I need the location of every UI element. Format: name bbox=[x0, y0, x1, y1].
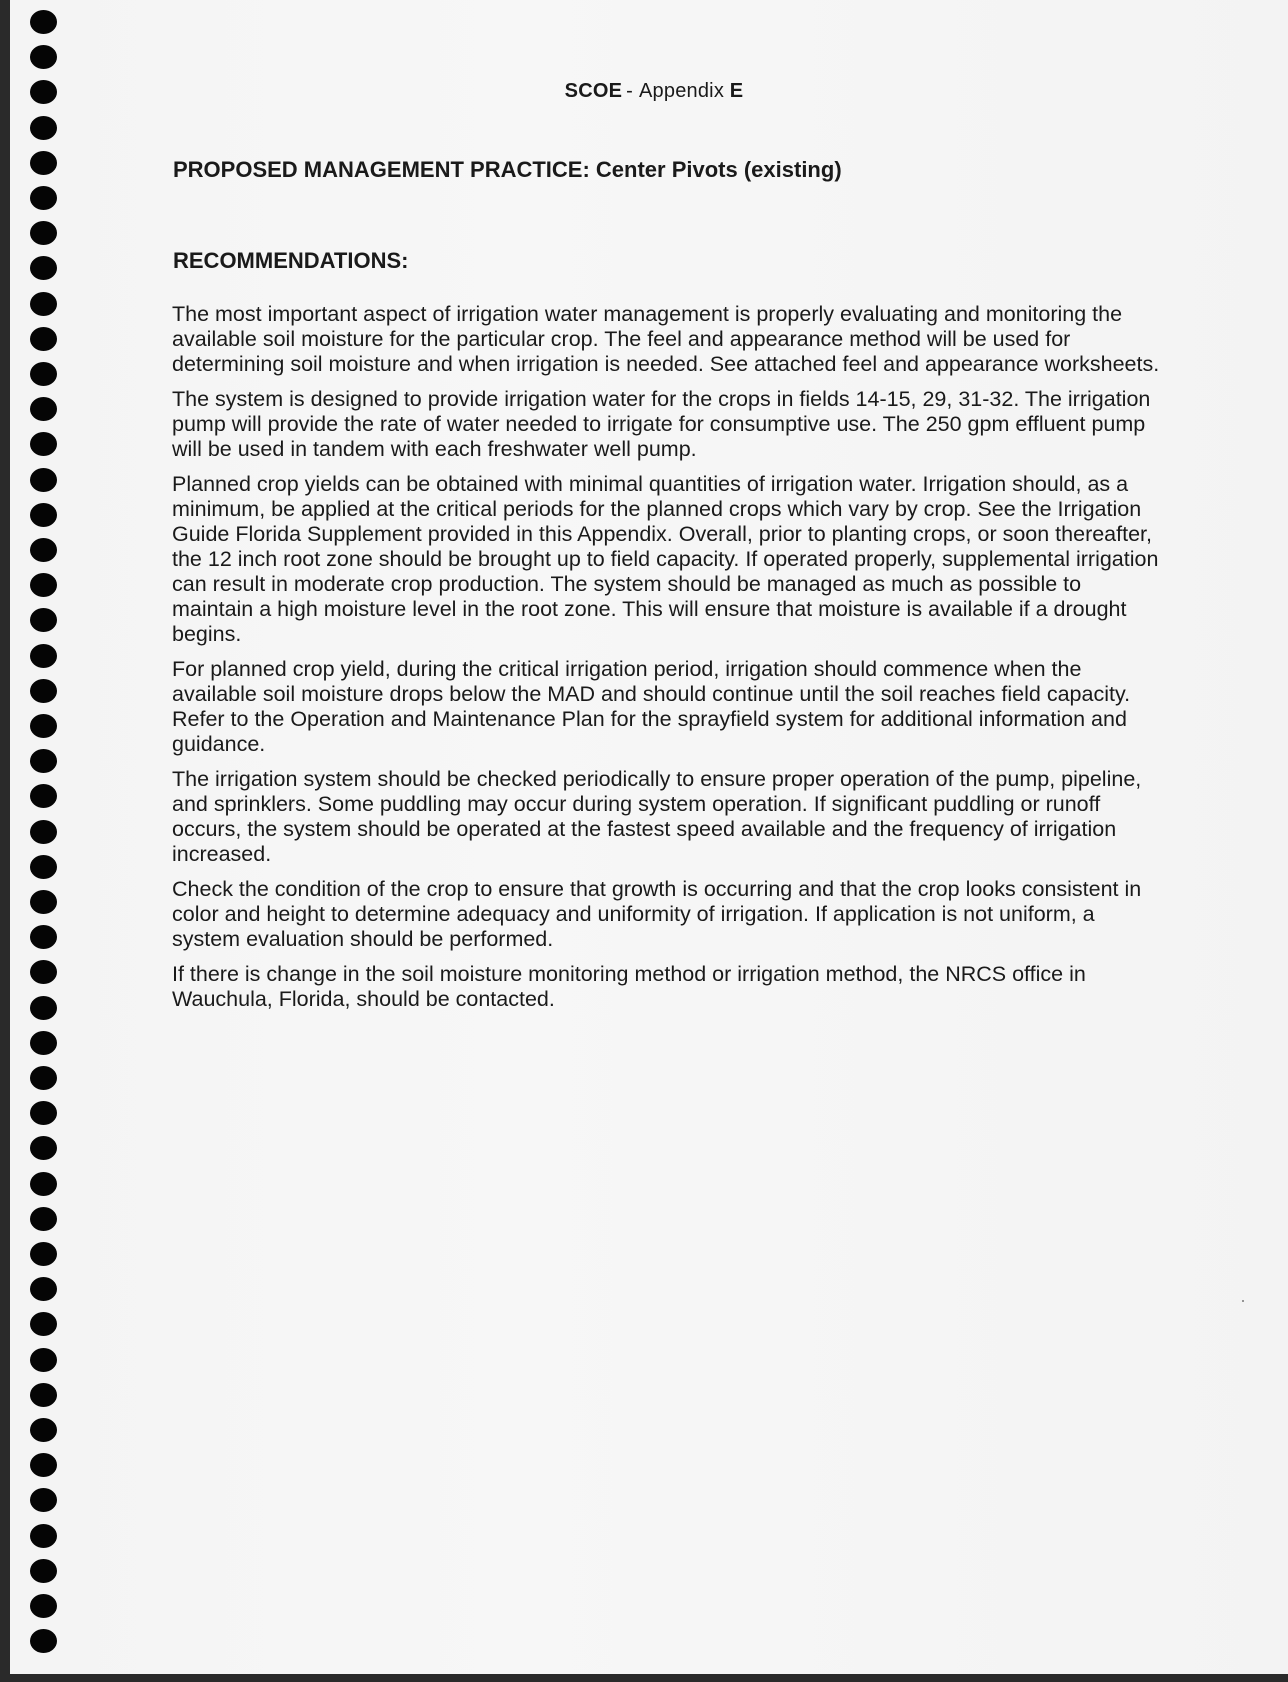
binder-hole bbox=[30, 960, 57, 984]
binder-hole bbox=[30, 1594, 57, 1618]
recommendations-body bbox=[172, 302, 1162, 1022]
binder-hole bbox=[30, 221, 57, 245]
binder-hole bbox=[30, 538, 57, 562]
binder-hole bbox=[30, 1277, 57, 1301]
binder-hole bbox=[30, 855, 57, 879]
binder-hole bbox=[30, 151, 57, 175]
practice-label: PROPOSED MANAGEMENT PRACTICE: bbox=[173, 157, 590, 182]
paragraph: For planned crop yield, during the critical irrigation period, irrigation should commence when the available soil moisture drops below the MAD and should continue until the soil reaches field capacity. Refer to the Operation and Maintenance Plan for the sprayfield system for additional information and guidance. bbox=[172, 657, 1131, 756]
binder-hole bbox=[30, 749, 57, 773]
binder-hole bbox=[30, 1207, 57, 1231]
binder-hole bbox=[30, 573, 57, 597]
binder-hole bbox=[30, 327, 57, 351]
paragraph: If there is change in the soil moisture monitoring method or irrigation method, the NRCS office in Wauchula, Florida, should be contacted. bbox=[172, 962, 1086, 1011]
practice-value: Center Pivots (existing) bbox=[595, 157, 842, 182]
paragraph: The system is designed to provide irrigation water for the crops in fields 14-15, 29, 31-32. The irrigation pump will provide the rate of water needed to irrigate for consumptive use. The 250 gpm effluent pump will be used in tandem with each freshwater well pump. bbox=[172, 387, 1151, 461]
binder-hole bbox=[30, 503, 57, 527]
paragraph: Check the condition of the crop to ensure that growth is occurring and that the crop looks consistent in color and height to determine adequacy and uniformity of irrigation. If application is not uniform, a system evaluation should be performed. bbox=[172, 877, 1142, 951]
page-header bbox=[10, 80, 1288, 103]
paragraph: Planned crop yields can be obtained with minimal quantities of irrigation water. Irrigation should, as a minimum, be applied at the critical periods for the planned crops which vary by crop. See the Irrigation Guide Florida Supplement provided in this Appendix. Overall, prior to planting crops, or soon thereafter, the 12 inch root zone should be brought up to field capacity. If operated properly, supplemental irrigation can result in moderate crop production. The system should be managed as much as possible to maintain a high moisture level in the root zone. This will ensure that moisture is available if a drought begins. bbox=[172, 472, 1159, 646]
binder-hole bbox=[30, 644, 57, 668]
binder-hole bbox=[30, 714, 57, 738]
binder-hole bbox=[30, 45, 57, 69]
binder-hole bbox=[30, 1348, 57, 1372]
binder-hole bbox=[30, 996, 57, 1020]
header-appendix-letter: E bbox=[729, 80, 744, 102]
binder-hole bbox=[30, 468, 57, 492]
binder-hole bbox=[30, 784, 57, 808]
binder-hole bbox=[30, 10, 57, 34]
binder-hole bbox=[30, 608, 57, 632]
binder-hole bbox=[30, 1453, 57, 1477]
binder-hole bbox=[30, 1629, 57, 1653]
binder-hole bbox=[30, 1242, 57, 1266]
binder-hole bbox=[30, 925, 57, 949]
binder-hole bbox=[30, 890, 57, 914]
recommendations-heading: RECOMMENDATIONS: bbox=[173, 248, 409, 273]
binder-hole bbox=[30, 1418, 57, 1442]
binder-hole bbox=[30, 397, 57, 421]
binder-hole bbox=[30, 1559, 57, 1583]
binder-hole bbox=[30, 292, 57, 316]
binder-hole bbox=[30, 1101, 57, 1125]
binder-hole bbox=[30, 1172, 57, 1196]
header-doc-code: SCOE bbox=[564, 80, 623, 102]
binder-hole bbox=[30, 820, 57, 844]
binder-hole bbox=[30, 679, 57, 703]
binder-hole bbox=[30, 432, 57, 456]
binder-hole bbox=[30, 1031, 57, 1055]
paragraph: The irrigation system should be checked periodically to ensure proper operation of the pump, pipeline, and sprinklers. Some puddling may occur during system operation. If significant puddling or runoff occurs, the system should be operated at the fastest speed available and the frequency of irrigation increased. bbox=[172, 767, 1142, 866]
header-separator: - bbox=[626, 80, 634, 102]
header-appendix-label: Appendix bbox=[639, 80, 725, 102]
binder-hole bbox=[30, 1312, 57, 1336]
binder-hole bbox=[30, 1524, 57, 1548]
binder-holes bbox=[30, 10, 60, 1670]
binder-hole bbox=[30, 1383, 57, 1407]
practice-title bbox=[173, 157, 842, 183]
binder-hole bbox=[30, 1136, 57, 1160]
scan-speck bbox=[1242, 1300, 1244, 1302]
binder-hole bbox=[30, 186, 57, 210]
binder-hole bbox=[30, 1066, 57, 1090]
binder-hole bbox=[30, 256, 57, 280]
paragraph: The most important aspect of irrigation water management is properly evaluating and monitoring the available soil moisture for the particular crop. The feel and appearance method will be used for determining soil moisture and when irrigation is needed. See attached feel and appearance worksheets. bbox=[172, 302, 1160, 376]
binder-hole bbox=[30, 362, 57, 386]
binder-hole bbox=[30, 1488, 57, 1512]
binder-hole bbox=[30, 116, 57, 140]
